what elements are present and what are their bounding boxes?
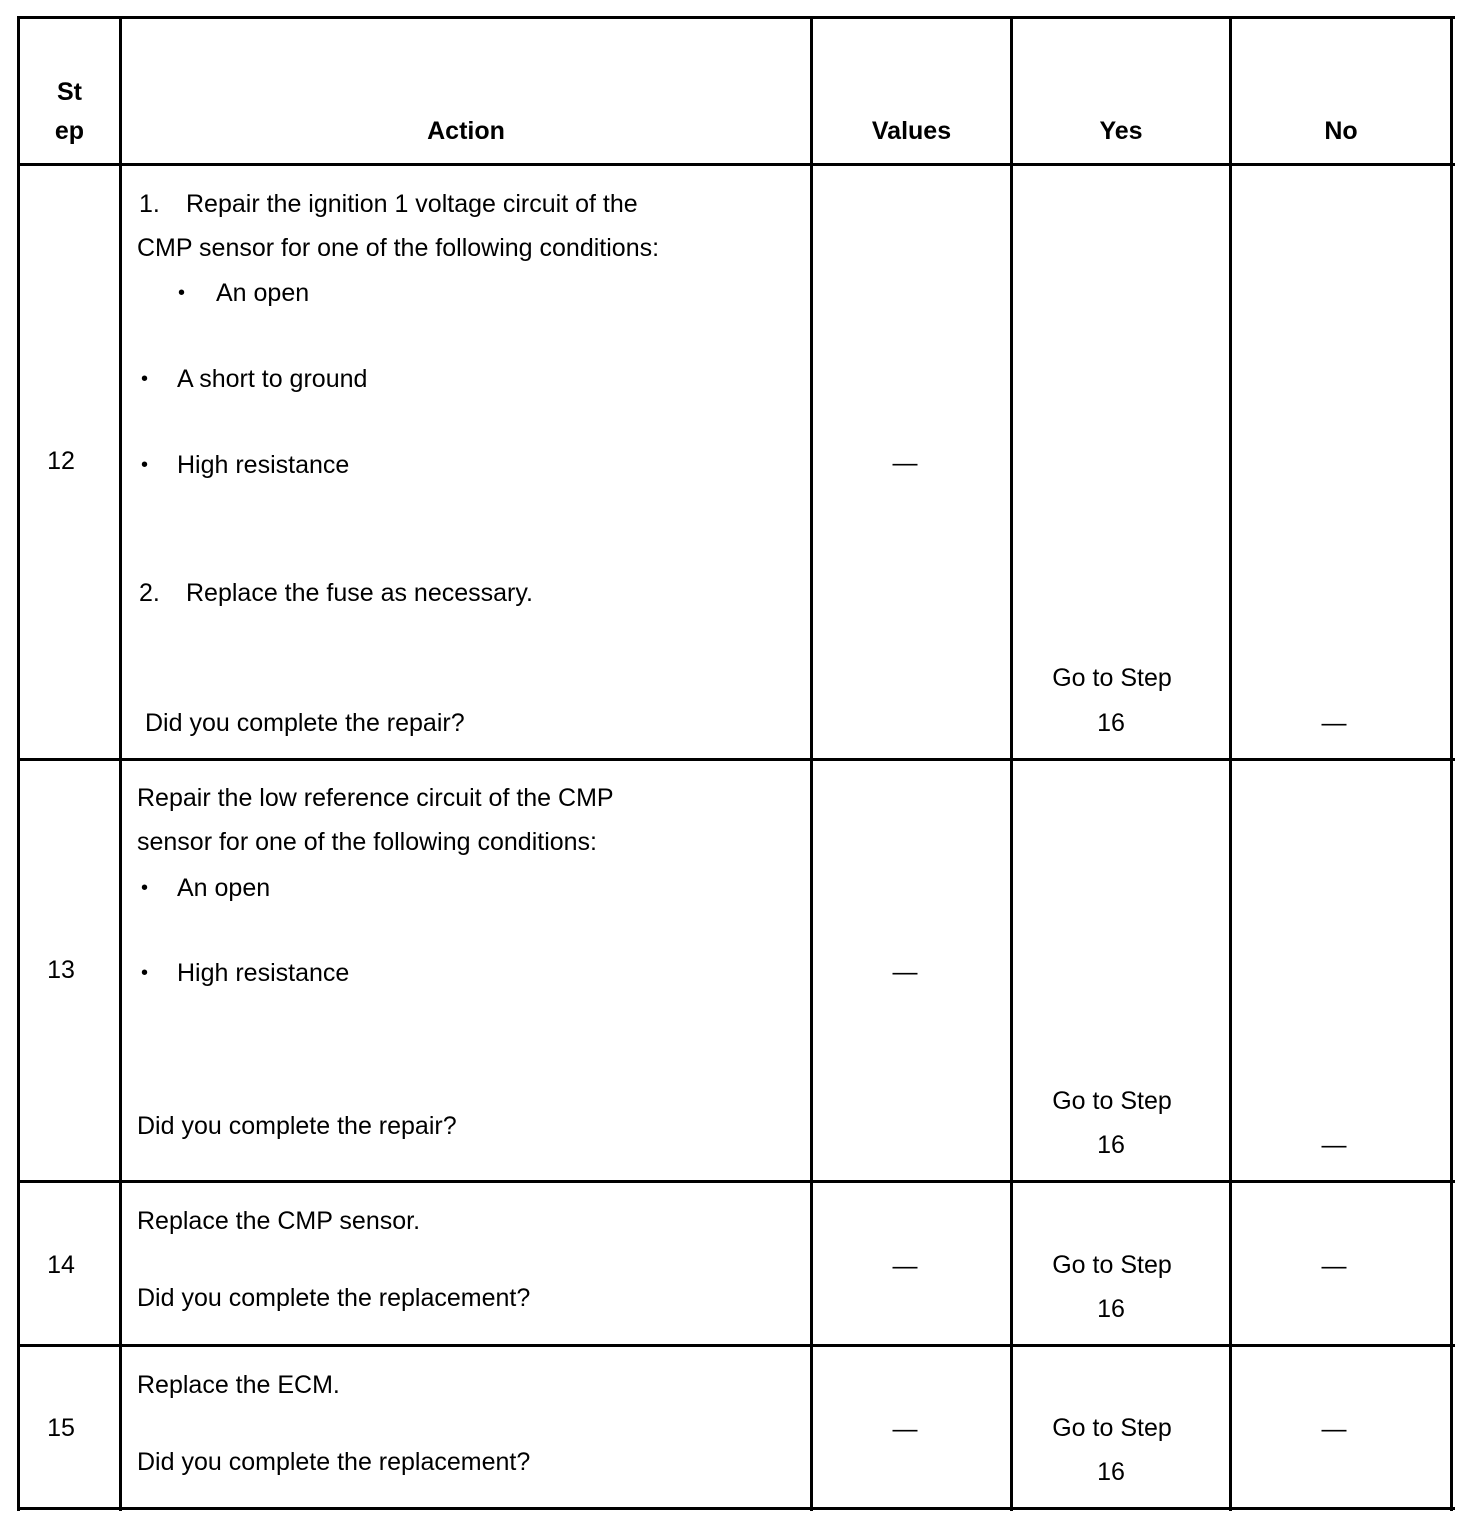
action-item-number: 1. [139,190,160,218]
yes-cell: Go to Step [1052,1087,1172,1115]
yes-cell: 16 [1097,1295,1125,1323]
step-number: 14 [47,1251,75,1279]
bullet-icon: • [141,962,149,984]
action-text: Repair the low reference circuit of the CMP [137,784,614,812]
values-cell: — [892,958,918,986]
column-divider [119,16,122,1511]
header-action: Action [427,117,505,145]
action-bullet-text: High resistance [177,451,350,479]
header-yes: Yes [1099,117,1143,145]
yes-cell: Go to Step [1052,664,1172,692]
step-number: 13 [47,956,75,984]
bullet-icon: • [178,282,186,304]
action-question: Did you complete the replacement? [137,1448,531,1476]
yes-cell: Go to Step [1052,1414,1172,1442]
action-question: Did you complete the repair? [145,709,465,737]
action-bullet-text: A short to ground [177,365,368,393]
action-text: Repair the ignition 1 voltage circuit of the [186,190,638,218]
yes-cell: 16 [1097,1458,1125,1486]
action-item-number: 2. [139,579,160,607]
action-text: Replace the ECM. [137,1371,340,1399]
action-text: CMP sensor for one of the following conditions: [137,234,660,262]
bullet-icon: • [141,877,149,899]
yes-cell: 16 [1097,709,1125,737]
action-bullet-text: An open [216,279,310,307]
action-text: Replace the fuse as necessary. [186,579,533,607]
yes-cell: Go to Step [1052,1251,1172,1279]
values-cell: — [892,1252,918,1280]
header-divider [17,163,1455,166]
table-border-left [17,16,20,1511]
values-cell: — [892,1415,918,1443]
no-cell: — [1321,709,1347,737]
row-divider [17,1180,1455,1183]
column-divider [1010,16,1013,1511]
action-text: sensor for one of the following conditions: [137,828,597,856]
bullet-icon: • [141,368,149,390]
step-number: 12 [47,447,75,475]
step-number: 15 [47,1414,75,1442]
no-cell: — [1321,1415,1347,1443]
values-cell: — [892,449,918,477]
table-border-right [1450,16,1453,1511]
header-no: No [1324,117,1358,145]
column-divider [1229,16,1232,1511]
header-step-line2: ep [54,117,85,145]
action-bullet-text: High resistance [177,959,350,987]
table-border-bottom [17,1507,1455,1510]
header-step-line1: St [57,78,82,106]
action-text: Replace the CMP sensor. [137,1207,421,1235]
bullet-icon: • [141,454,149,476]
action-question: Did you complete the replacement? [137,1284,531,1312]
action-bullet-text: An open [177,874,271,902]
header-values: Values [871,117,952,145]
yes-cell: 16 [1097,1131,1125,1159]
action-question: Did you complete the repair? [137,1112,457,1140]
row-divider [17,758,1455,761]
row-divider [17,1344,1455,1347]
no-cell: — [1321,1131,1347,1159]
no-cell: — [1321,1252,1347,1280]
column-divider [810,16,813,1511]
table-border-top [17,16,1455,19]
